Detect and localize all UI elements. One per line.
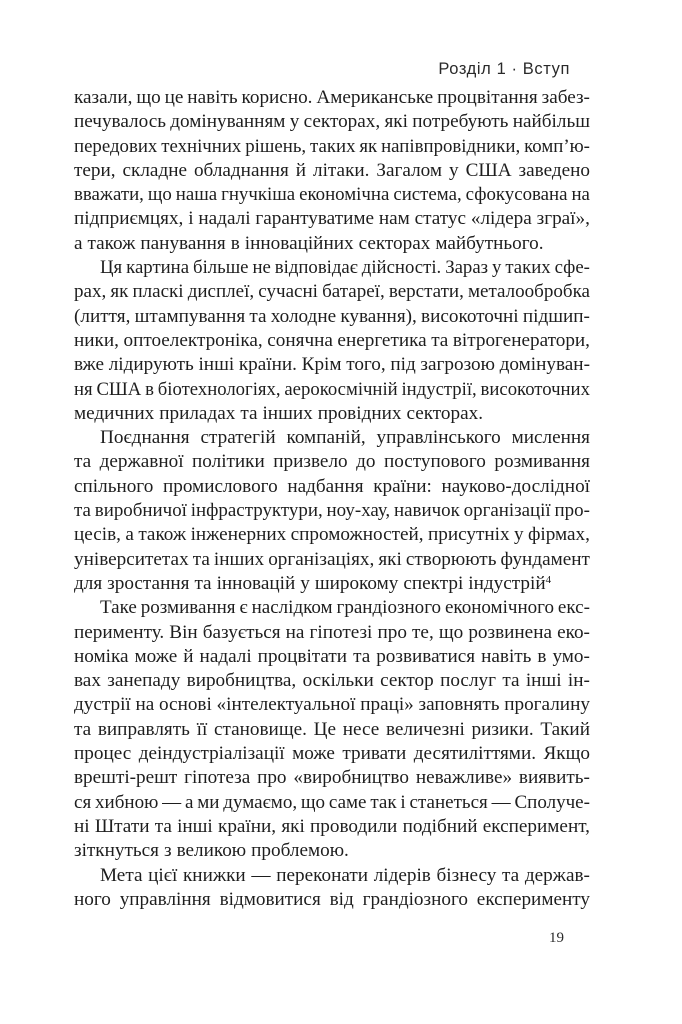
text-line [74,499,590,523]
word: система, [393,184,462,206]
word: відмовитися [219,888,321,910]
text-line [74,329,590,353]
word: десятиліттями. [413,743,537,765]
word: комп’ю- [524,135,590,157]
word: майбутнього. [435,232,544,254]
word: присутніх [427,524,510,546]
word: також [138,524,187,546]
word: величезні [385,718,465,740]
word: навіть [481,645,532,667]
word: виробництва, [186,670,297,692]
word: аерокосмічній [284,378,398,400]
word: ми [197,791,220,813]
running-head: Розділ 1 · Вступ [438,60,570,78]
word: країни, [218,815,277,837]
word: сонячна [267,329,333,351]
word: становище. [213,718,307,740]
word: зграї», [536,208,590,230]
word: оптоелектроніка, [123,329,263,351]
word: секторах, [303,111,381,133]
word: кування), [340,305,417,327]
word: та [74,500,91,522]
word: біотехнологіях, [157,378,281,400]
word: Якщо [543,743,590,765]
word: пласкі [132,281,184,303]
word: лідерів [373,864,431,886]
word: для [74,572,103,594]
word: гіпотеза [184,767,251,789]
word: панування [140,232,226,254]
word: літаки. [313,159,370,181]
word: статус [414,208,467,230]
word: широкому [314,572,399,594]
word: університетах [74,548,189,570]
word: розвинена [468,621,552,643]
word: інших [262,402,313,424]
word: батареї, [322,281,385,303]
word: та [154,815,172,837]
word: більше [193,257,249,279]
text-line [74,621,590,645]
text-line [74,864,590,888]
word: спектрі [403,572,464,594]
word: надалі [198,208,251,230]
word: штампування [134,305,246,327]
word: врешті-решт [74,767,178,789]
word: мислення [511,427,590,449]
word: і [400,791,406,813]
word: експеримент, [482,815,590,837]
word: Ця [100,257,123,279]
word: та [502,670,520,692]
word: гнучкіша [221,184,296,206]
word: це [164,87,184,108]
word: Сполуче- [514,791,590,813]
word: навичок [394,500,460,522]
word: процвітання [437,87,538,108]
word: корисно. [241,87,313,108]
word: може [134,645,178,667]
word: як [110,281,129,303]
page-number: 19 [549,930,564,946]
word: Це [313,718,336,740]
word: сфе- [554,257,590,279]
word: виробничої [94,500,187,522]
word: забез- [541,87,590,108]
word: рах, [74,281,107,303]
word: промислового [162,475,278,497]
word: нам [378,208,410,230]
word: виявить- [518,767,590,789]
word: холодне [270,305,337,327]
word: Штати [94,815,150,837]
word: країни. [238,354,297,376]
text-line [74,839,590,863]
text-line [74,596,590,620]
text-line [74,426,590,450]
word: ризики. [471,718,534,740]
word: умо- [552,645,590,667]
word: організації [463,500,551,522]
word: заповнять [418,694,500,716]
word: управлінського [376,427,501,449]
word: Американське [316,87,434,108]
text-line [74,450,590,474]
word: експерименту [476,888,590,910]
word: про [257,767,287,789]
word: номіка [74,645,129,667]
text-line [74,742,590,766]
word: гіпотезі [309,621,373,643]
word: також [87,232,136,254]
word: інженерних [190,524,287,546]
word: що [136,87,161,108]
word: економічного [444,597,554,619]
word: а [125,524,134,546]
word: Зараз [445,257,489,279]
word: організаціях, [268,548,375,570]
word: — [251,864,271,886]
word: Він [169,621,198,643]
text-line [74,548,590,572]
word: як [359,135,378,157]
word: управління [119,888,211,910]
word: подібний [402,815,478,837]
word: навіть [187,87,238,108]
word: інновацій [216,572,296,594]
body-text [74,86,590,912]
word: основі [158,694,212,716]
text-line [74,256,590,280]
word: енергетика [337,329,427,351]
word: проблемою. [251,840,349,862]
word: у [513,524,524,546]
word: фірмах, [527,524,590,546]
word: США [465,159,512,181]
text-line [74,353,590,377]
word: наслідком [251,597,333,619]
word: підшип- [522,305,590,327]
word: верстати, [388,281,464,303]
word: індустрій$^4$ [468,572,552,594]
word: компаній, [286,427,366,449]
word: що [300,791,326,813]
footnote-marker: 4 [545,573,552,586]
word: секторах [358,232,431,254]
word: на [571,184,590,206]
word: вах [74,670,101,692]
word: ного [74,888,111,910]
word: від [329,888,354,910]
text-line [74,378,590,402]
word: у [289,111,300,133]
word: станеться [409,791,488,813]
word: ся [74,791,92,813]
word: оскільки [302,670,374,692]
word: та [240,402,258,424]
word: у [492,257,502,279]
word: металообробка [468,281,590,303]
text-line [74,791,590,815]
word: які [378,548,402,570]
word: «інтелектуальної [216,694,356,716]
word: домінуванням [170,111,286,133]
word: зіткнуться [74,840,159,862]
word: Таке [100,597,137,619]
text-line [74,815,590,839]
word: саме [328,791,367,813]
word: та [249,305,267,327]
word: розвиватися [376,645,476,667]
word: «лідера [470,208,532,230]
word: країни: [373,475,432,497]
word: процес [74,743,132,765]
word: що [147,184,172,206]
word: грандіозного [362,888,468,910]
text-line [74,183,590,207]
word: послуг [440,670,496,692]
word: призвело [273,451,348,473]
word: сектор [380,670,434,692]
word: базується [202,621,281,643]
text-line [74,888,590,912]
word: сучасні [258,281,318,303]
text-line [74,475,590,499]
word: цієї [148,864,178,886]
word: перименту. [74,621,165,643]
word: ін- [567,670,590,692]
word: поступового [383,451,486,473]
text-line [74,523,590,547]
word: є [239,597,248,619]
word: й [295,159,307,181]
word: — [162,791,182,813]
word: приладах [159,402,236,424]
text-line [74,232,590,256]
word: підприємцях, [74,208,184,230]
word: інші [198,354,235,376]
word: інноваційних [244,232,354,254]
word: науково-дослідної [441,475,590,497]
word: заведено [518,159,590,181]
word: індустрії, [401,378,477,400]
word: цесів, [74,524,121,546]
word: «виробництво [293,767,409,789]
word: на [135,694,155,716]
text-line [74,110,590,134]
word: створюють [405,548,497,570]
word: і [188,208,194,230]
word: лідирують [108,354,194,376]
word: а [184,791,194,813]
word: вітрогенератори, [452,329,590,351]
word: картина [126,257,190,279]
word: дустрії [74,694,131,716]
word: у [300,572,310,594]
word: казали, [74,87,133,108]
word: надбання [287,475,364,497]
word: до [356,451,376,473]
word: та [74,451,92,473]
word: виправлять [97,718,190,740]
word: ноу-хау, [326,500,391,522]
word: гарантуватиме [255,208,375,230]
text-line [74,86,590,110]
word: сфокусована [465,184,568,206]
word: розмивання [140,597,236,619]
word: спільного [74,475,154,497]
word: державної [99,451,184,473]
word: потребують [412,111,509,133]
word: домінуван- [499,354,590,376]
word: екс- [557,597,590,619]
word: деіндустріалізації [138,743,285,765]
word: та [431,329,449,351]
word: про- [554,500,590,522]
word: та [74,718,92,740]
word: те, [412,621,434,643]
word: та [192,548,210,570]
word: ні [74,815,90,837]
word: у [449,159,459,181]
word: відповідає [274,257,358,279]
word: вже [74,354,105,376]
word: спроможностей, [290,524,424,546]
word: може [292,743,335,765]
word: розмивання [494,451,590,473]
word: Загалом [376,159,443,181]
word: в [145,378,154,400]
word: неважливе» [415,767,513,789]
word: високоточні [421,305,519,327]
word: думаємо, [223,791,298,813]
text-line [74,766,590,790]
word: проводили [310,815,398,837]
word: секторах. [406,402,484,424]
text-line [74,693,590,717]
word: високоточних [480,378,590,400]
word: в [230,232,240,254]
word: зростання [107,572,190,594]
word: держав- [524,864,590,886]
word: медичних [74,402,155,424]
word: тери, [74,159,116,181]
word: найбільш [512,111,590,133]
word: еко- [557,621,590,643]
word: надалі [199,645,252,667]
word: вважати, [74,184,144,206]
text-line [74,645,590,669]
word: тривати [342,743,407,765]
word: економічна [299,184,390,206]
word: несе [342,718,380,740]
word: технічних [161,135,242,157]
word: печувалось [74,111,166,133]
word: ня [74,378,93,400]
text-line [74,402,590,426]
word: бізнесу [436,864,497,886]
word: прогалину [504,694,590,716]
word: — [491,791,511,813]
word: Мета [100,864,143,886]
text-line [74,280,590,304]
word: переконати [276,864,369,886]
text-line [74,305,590,329]
word: великою [176,840,247,862]
word: та [194,572,212,594]
word: Крім [301,354,342,376]
word: політики [192,451,265,473]
word: на [285,621,305,643]
word: грандіозного [336,597,442,619]
word: Такий [540,718,590,740]
word: напівпровідники, [381,135,521,157]
word: складне [122,159,187,181]
text-line [74,135,590,159]
word: того, [346,354,386,376]
text-line [74,159,590,183]
word: та [353,645,371,667]
text-line [74,669,590,693]
word: загрозою [420,354,495,376]
word: США [96,378,142,400]
word: не [252,257,271,279]
word: занепаду [107,670,181,692]
word: які [384,111,408,133]
word: інших [213,548,265,570]
word: процвітати [257,645,348,667]
word: дійсності. [361,257,442,279]
word: так [370,791,397,813]
word: інфраструктури, [190,500,323,522]
text-line [74,718,590,742]
word: хибною [95,791,159,813]
word: її [196,718,208,740]
word: а [74,232,83,254]
word: які [281,815,305,837]
word: дисплеї, [187,281,255,303]
word: стратегій [200,427,276,449]
word: ники, [74,329,119,351]
word: в [537,645,547,667]
word: фундамент [500,548,590,570]
word: Поєднання [100,427,190,449]
word: провідних [317,402,402,424]
word: інші [525,670,562,692]
text-line [74,572,590,596]
word: про [377,621,407,643]
word: інші [177,815,213,837]
word: праці» [360,694,414,716]
word: передових [74,135,158,157]
word: таких [310,135,356,157]
word: обладнання [193,159,289,181]
text-line [74,207,590,231]
word: рішень, [245,135,307,157]
word: книжки [182,864,246,886]
word: наша [175,184,218,206]
word: з [163,840,172,862]
word: та [502,864,520,886]
word: що [438,621,464,643]
word: й [183,645,194,667]
word: (лиття, [74,305,131,327]
word: таких [505,257,551,279]
word: під [390,354,416,376]
